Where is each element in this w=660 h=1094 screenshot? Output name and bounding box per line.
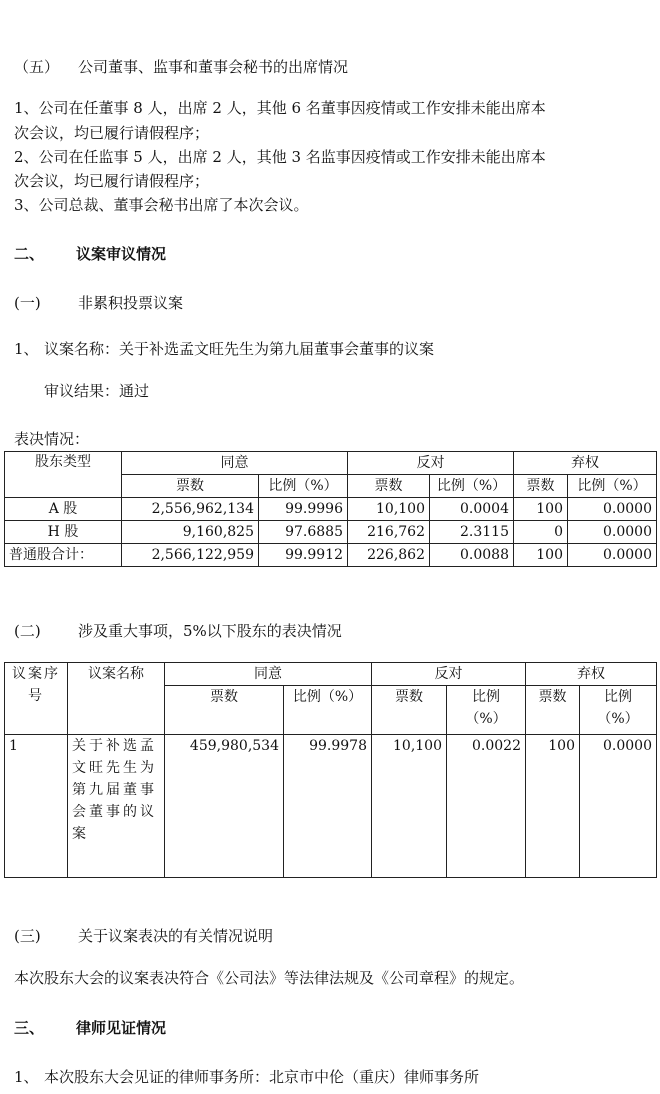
- sub1-number: (一): [14, 294, 41, 312]
- motion-name: 议案名称：关于补选孟文旺先生为第九届董事会董事的议案: [44, 340, 435, 358]
- table1-header-row-1: [5, 452, 657, 475]
- attendance-item-3: 3、公司总裁、董事会秘书出席了本次会议。: [14, 196, 309, 214]
- row-agree-ratio: 99.9978: [284, 735, 372, 878]
- section3-number: 三、: [14, 1019, 45, 1037]
- sub3-text: 本次股东大会的议案表决符合《公司法》等法律法规及《公司章程》的规定。: [14, 969, 525, 987]
- table2-header-abstain-ratio: [580, 686, 657, 735]
- row-against-ratio: 2.3115: [430, 521, 514, 544]
- table2-header-seq: 议案序号: [5, 663, 68, 735]
- row-agree-ratio: 99.9912: [259, 544, 348, 567]
- table1-caption: 表决情况：: [14, 430, 90, 448]
- row-against-ratio: 0.0022: [447, 735, 526, 878]
- attendance-item-1-line2: 次会议，均已履行请假程序；: [14, 124, 210, 142]
- table2-header-agree-ratio: 比例（%）: [284, 686, 372, 735]
- table1-header-against: 反对: [348, 452, 514, 475]
- row-against-ratio: 0.0088: [430, 544, 514, 567]
- sub1-title: 非累积投票议案: [78, 294, 184, 312]
- section3-title: 律师见证情况: [76, 1019, 167, 1037]
- table1-header-type: 股东类型: [5, 452, 122, 498]
- table2-header-agree: 同意: [165, 663, 372, 686]
- row-seq: 1: [5, 735, 68, 878]
- abstain-ratio-label: 比例: [604, 689, 632, 705]
- row-against-ratio: 0.0004: [430, 498, 514, 521]
- motion-result: 审议结果：通过: [44, 382, 150, 400]
- table-row: [5, 521, 657, 544]
- table1-header-against-ratio: 比例（%）: [430, 475, 514, 498]
- lawyer-number: 1、: [14, 1068, 39, 1086]
- table-row: [5, 735, 657, 878]
- row-abstain-votes: 100: [514, 544, 568, 567]
- table2-header-against: 反对: [372, 663, 526, 686]
- row-agree-votes: 459,980,534: [165, 735, 284, 878]
- table1-header-agree-ratio: 比例（%）: [259, 475, 348, 498]
- table1-header-agree: 同意: [122, 452, 348, 475]
- table1-header-agree-votes: 票数: [122, 475, 259, 498]
- against-ratio-unit: （%）: [465, 711, 507, 727]
- row-against-votes: 216,762: [348, 521, 430, 544]
- section5-title: 公司董事、监事和董事会秘书的出席情况: [78, 58, 349, 76]
- sub2-title: 涉及重大事项，5%以下股东的表决情况: [78, 622, 342, 640]
- row-motion-name: 关于补选孟文旺先生为第九届董事会董事的议案: [68, 735, 165, 878]
- table2-header-row-1: [5, 663, 657, 686]
- attendance-item-1-line1: 1、公司在任董事 8 人，出席 2 人，其他 6 名董事因疫情或工作安排未能出席本: [14, 99, 546, 117]
- row-agree-votes: 9,160,825: [122, 521, 259, 544]
- sub2-heading: [14, 620, 342, 642]
- section2-number: 二、: [14, 245, 45, 263]
- table2-header-abstain-votes: 票数: [526, 686, 580, 735]
- section2-heading: [14, 243, 166, 265]
- table1-header-abstain: 弃权: [514, 452, 657, 475]
- section2-title: 议案审议情况: [76, 245, 167, 263]
- motion-line: [14, 338, 434, 360]
- table-row: [5, 544, 657, 567]
- table2-header-agree-votes: 票数: [165, 686, 284, 735]
- section5-number: （五）: [14, 58, 60, 76]
- sub3-title: 关于议案表决的有关情况说明: [78, 927, 274, 945]
- table2-header-against-ratio: [447, 686, 526, 735]
- attendance-item-2-line2: 次会议，均已履行请假程序；: [14, 172, 210, 190]
- lawyer-firm-text: 本次股东大会见证的律师事务所：北京市中伦（重庆）律师事务所: [44, 1068, 480, 1086]
- row-against-votes: 226,862: [348, 544, 430, 567]
- row-share-type: H 股: [5, 521, 122, 544]
- table1-header-abstain-votes: 票数: [514, 475, 568, 498]
- row-abstain-ratio: 0.0000: [568, 498, 657, 521]
- table2-header-abstain: 弃权: [526, 663, 657, 686]
- table1-header-against-votes: 票数: [348, 475, 430, 498]
- abstain-ratio-unit: （%）: [597, 711, 639, 727]
- row-agree-ratio: 97.6885: [259, 521, 348, 544]
- vote-table-2: [4, 662, 657, 878]
- table-row: [5, 498, 657, 521]
- motion-number: 1、: [14, 340, 39, 358]
- sub2-number: (二): [14, 622, 41, 640]
- table2-header-against-votes: 票数: [372, 686, 447, 735]
- sub3-number: (三): [14, 927, 41, 945]
- table1-header-abstain-ratio: 比例（%）: [568, 475, 657, 498]
- row-abstain-ratio: 0.0000: [568, 544, 657, 567]
- row-abstain-ratio: 0.0000: [580, 735, 657, 878]
- vote-table-1: [4, 451, 657, 567]
- row-against-votes: 10,100: [372, 735, 447, 878]
- row-agree-ratio: 99.9996: [259, 498, 348, 521]
- row-abstain-ratio: 0.0000: [568, 521, 657, 544]
- row-abstain-votes: 100: [526, 735, 580, 878]
- row-abstain-votes: 100: [514, 498, 568, 521]
- row-share-type: 普通股合计：: [5, 544, 122, 567]
- table2-header-name: 议案名称: [68, 663, 165, 735]
- row-against-votes: 10,100: [348, 498, 430, 521]
- sub3-heading: [14, 925, 273, 947]
- attendance-item-2-line1: 2、公司在任监事 5 人，出席 2 人，其他 3 名监事因疫情或工作安排未能出席本: [14, 148, 546, 166]
- against-ratio-label: 比例: [472, 689, 500, 705]
- sub1-heading: [14, 292, 183, 314]
- row-abstain-votes: 0: [514, 521, 568, 544]
- section5-heading: [14, 56, 348, 78]
- row-agree-votes: 2,566,122,959: [122, 544, 259, 567]
- row-share-type: A 股: [5, 498, 122, 521]
- row-agree-votes: 2,556,962,134: [122, 498, 259, 521]
- section3-heading: [14, 1017, 166, 1039]
- lawyer-line: [14, 1066, 479, 1088]
